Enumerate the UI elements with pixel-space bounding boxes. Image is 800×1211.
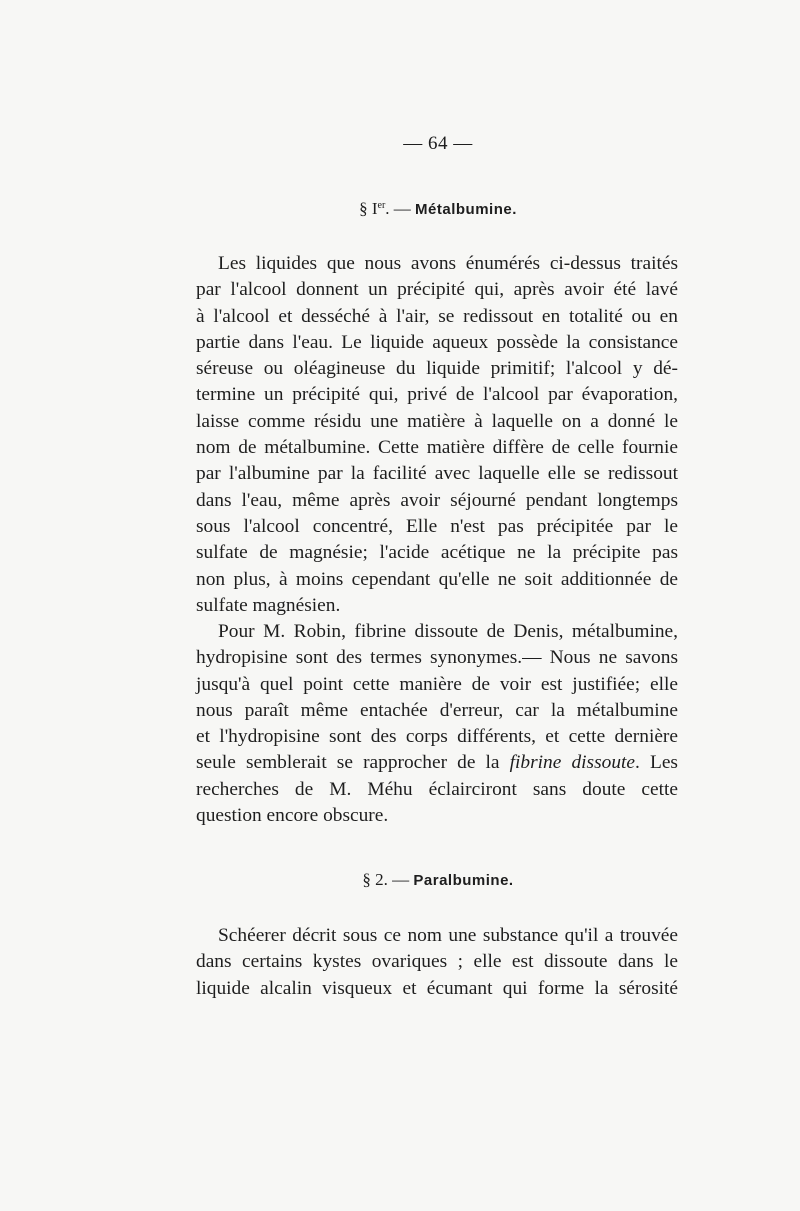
- text-line: sous l'alcool concentré, Elle n'est pas précipitée par le: [196, 515, 678, 537]
- text-line: Schéerer décrit sous ce nom une substance qu'il a trouvée: [218, 925, 678, 946]
- text-line-with-italic: [196, 750, 678, 776]
- text-line: jusqu'à quel point cette manière de voir est justifiée; elle: [196, 673, 678, 695]
- text-line: hydropisine sont des termes synonymes.— Nous ne savons: [196, 647, 678, 669]
- text-line: sulfate magnésien.: [196, 594, 341, 616]
- text-line: liquide alcalin visqueux et écumant qui forme la sérosité: [196, 977, 678, 999]
- text-segment: . Les: [635, 752, 678, 774]
- text-line: termine un précipité qui, privé de l'alcool par évaporation,: [196, 384, 678, 406]
- text-line: recherches de M. Méhu éclairciront sans doute cette: [196, 778, 678, 800]
- section-symbol: § I: [359, 199, 378, 218]
- section-symbol: § 2. —: [362, 870, 410, 889]
- section-heading-paralbumine: [38, 870, 800, 890]
- section-dash: . —: [385, 199, 411, 218]
- paragraph-metalbumine-description: [196, 251, 678, 619]
- section-title: Paralbumine.: [413, 872, 514, 889]
- text-line: à l'alcool et desséché à l'air, se redissout en totalité ou en: [196, 305, 678, 327]
- text-line: Les liquides que nous avons énumérés ci-dessus traités: [218, 253, 678, 274]
- text-segment: seule semblerait se rapprocher de la: [196, 752, 500, 774]
- section-ordinal-suffix: er: [377, 200, 386, 211]
- section-title: Métalbumine.: [415, 201, 517, 218]
- text-line: Pour M. Robin, fibrine dissoute de Denis, métalbumine,: [218, 621, 678, 642]
- section-heading-metalbumine: [38, 199, 800, 219]
- text-line: par l'alcool donnent un précipité qui, après avoir été lavé: [196, 279, 678, 301]
- text-line: et l'hydropisine sont des corps différents, et cette dernière: [196, 726, 678, 748]
- text-line: sulfate de magnésie; l'acide acétique ne la précipite pas: [196, 542, 678, 564]
- text-line: question encore obscure.: [196, 805, 389, 827]
- paragraph-paralbumine-description: [196, 923, 678, 1002]
- text-line: non plus, à moins cependant qu'elle ne soit additionnée de: [196, 568, 678, 590]
- text-line: séreuse ou oléagineuse du liquide primitif; l'alcool y dé-: [196, 358, 678, 380]
- text-line: nous paraît même entachée d'erreur, car la métalbumine: [196, 699, 678, 721]
- page-number: — 64 —: [403, 133, 473, 154]
- text-line: dans certains kystes ovariques ; elle est dissoute dans le: [196, 951, 678, 973]
- text-line: laisse comme résidu une matière à laquelle on a donné le: [196, 410, 678, 432]
- text-line: nom de métalbumine. Cette matière diffère de celle fournie: [196, 437, 678, 459]
- text-line: dans l'eau, même après avoir séjourné pendant longtemps: [196, 489, 678, 511]
- text-line: par l'albumine par la facilité avec laquelle elle se redissout: [196, 463, 678, 485]
- italic-term: fibrine dissoute: [509, 752, 636, 774]
- paragraph-robin-opinion: [196, 619, 678, 829]
- text-line: partie dans l'eau. Le liquide aqueux possède la consistance: [196, 331, 678, 353]
